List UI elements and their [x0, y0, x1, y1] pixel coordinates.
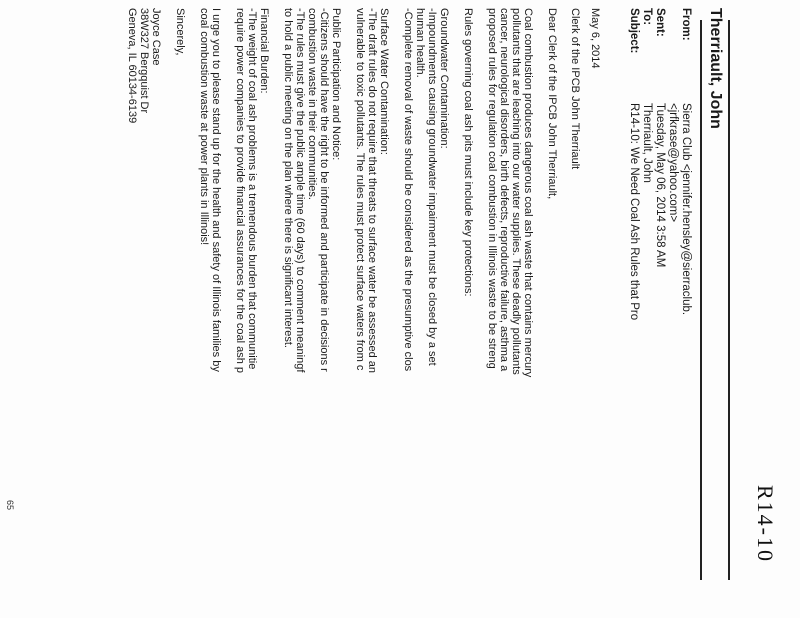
subject-value: R14-10: We Need Coal Ash Rules that Pro	[628, 103, 640, 321]
subject-label: Subject:	[628, 8, 640, 54]
rules-heading: Rules governing coal ash pits must include key protections:	[462, 8, 474, 297]
surface-water-heading: Surface Water Contamination:	[378, 8, 390, 155]
signature-address: 38W327 Bergquist Dr	[138, 8, 150, 114]
salutation-line-1: Clerk of the IPCB John Therriault	[569, 8, 581, 170]
from-label: From:	[680, 8, 692, 41]
sent-value: Tuesday, May 06, 2014 3:58 AM	[654, 103, 666, 268]
page-number: 65	[5, 500, 15, 511]
public-participation-line: combustion waste in their communities.	[306, 8, 318, 200]
from-value-2: <jrfkrase@yahoo.com>	[667, 103, 679, 223]
salutation-line-2: Dear Clerk of the IPCB John Therriault,	[546, 8, 558, 200]
groundwater-line: -Impoundments causing groundwater impairment must be closed by a set	[426, 8, 438, 366]
financial-burden-heading: Financial Burden:	[258, 8, 270, 94]
to-value: Therriault, John	[641, 103, 653, 183]
surface-water-line: -The draft rules do not require that threats to surface water be assessed an	[366, 8, 378, 374]
public-participation-line: -Citizens should have the right to be informed and participate in decisions r	[318, 8, 330, 372]
closing-line: I urge you to please stand up for the health and safety of Illinois families by	[210, 8, 222, 372]
public-participation-line: to hold a public meeting on the plan where there is significant interest.	[282, 8, 294, 348]
signoff: Sincerely,	[174, 8, 186, 56]
financial-burden-line: -The weight of coal ash problems is a tremendous burden that communitie	[246, 8, 258, 370]
intro-line: pollutants that are leaching into our water supplies. These deadly pollutants	[510, 8, 522, 375]
header-rule	[700, 20, 702, 580]
groundwater-line: human health.	[414, 8, 426, 78]
groundwater-line: -Complete removal of waste should be considered as the presumptive clos	[402, 8, 414, 372]
financial-burden-line: require power companies to provide financial assurances for the coal ash p	[234, 8, 246, 374]
public-participation-heading: Public Participation and Notice:	[330, 8, 342, 161]
signature-city: Geneva, IL 60134-6139	[126, 8, 138, 124]
to-label: To:	[641, 8, 653, 26]
letter-date: May 6, 2014	[589, 8, 601, 69]
surface-water-line: vulnerable to toxic pollutants. The rules must protect surface waters from c	[354, 8, 366, 371]
intro-line: Coal combustion produces dangerous coal ash waste that contains mercury	[522, 8, 534, 378]
intro-line: cancer, neurological disorders, birth defects, reproductive failure, asthma a	[498, 8, 510, 372]
header-from	[680, 8, 692, 316]
public-participation-line: -The rules must give the public ample time (60 days) to comment meaningf	[294, 8, 306, 373]
header-subject	[628, 8, 640, 321]
docket-stamp: R14-10	[753, 485, 778, 563]
sent-label: Sent:	[654, 8, 666, 37]
header-sent	[654, 8, 666, 268]
groundwater-heading: Groundwater Contamination:	[438, 8, 450, 149]
header-to	[641, 8, 653, 183]
top-rule	[728, 20, 730, 580]
from-value: Sierra Club <jennifer.hensley@sierraclub.	[680, 103, 692, 316]
closing-line: coal combustion waste at power plants in Illinois!	[198, 8, 210, 246]
intro-line: proposed rules for regulation coal combustion in Illinois waste to be streng	[486, 8, 498, 369]
sender-name: Therriault, John	[707, 8, 724, 129]
signature-name: Joyce Case	[150, 8, 162, 66]
